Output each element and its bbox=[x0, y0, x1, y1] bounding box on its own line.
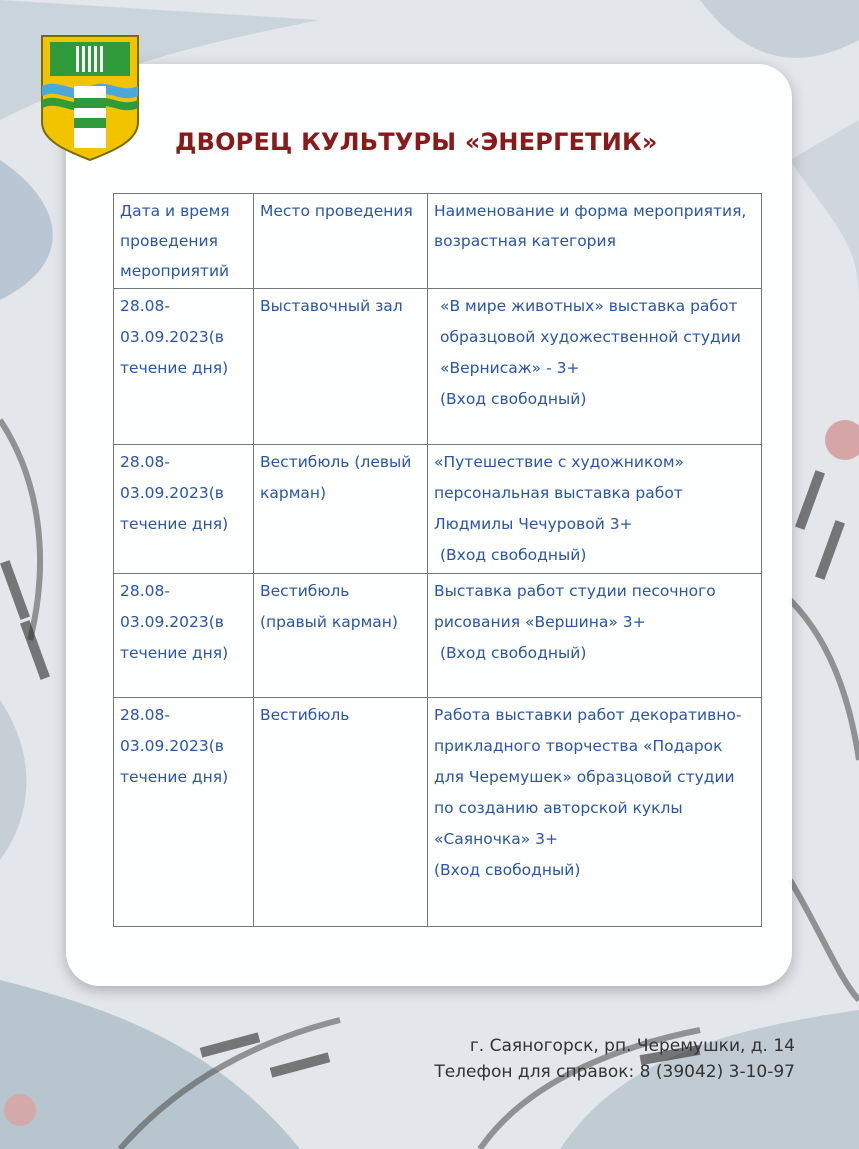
column-header-place: Место проведения bbox=[254, 194, 428, 289]
city-emblem-icon bbox=[40, 34, 140, 162]
event-description: «В мире животных» выставка работ образцовой художественной студии «Вернисаж» - 3+ bbox=[440, 297, 741, 377]
page-title: ДВОРЕЦ КУЛЬТУРЫ «ЭНЕРГЕТИК» bbox=[175, 128, 658, 156]
event-name bbox=[428, 445, 762, 574]
table-row bbox=[114, 574, 762, 698]
event-entry-note: (Вход свободный) bbox=[440, 546, 587, 564]
event-place: Вестибюль (правый карман) bbox=[254, 574, 428, 698]
event-place: Вестибюль bbox=[254, 698, 428, 927]
event-date: 28.08-03.09.2023(в течение дня) bbox=[114, 698, 254, 927]
table-header-row bbox=[114, 194, 762, 289]
event-date: 28.08-03.09.2023(в течение дня) bbox=[114, 574, 254, 698]
event-description: «Путешествие с художником» персональная выставка работ Людмилы Чечуровой 3+ bbox=[434, 453, 685, 533]
event-name bbox=[428, 574, 762, 698]
event-place: Вестибюль (левый карман) bbox=[254, 445, 428, 574]
column-header-name: Наименование и форма мероприятия, возрастная категория bbox=[428, 194, 762, 289]
event-date: 28.08-03.09.2023(в течение дня) bbox=[114, 289, 254, 445]
event-entry-note: (Вход свободный) bbox=[440, 644, 587, 662]
table-row bbox=[114, 445, 762, 574]
event-entry-note: (Вход свободный) bbox=[434, 861, 581, 879]
event-name bbox=[428, 289, 762, 445]
events-table bbox=[113, 193, 762, 927]
table-row bbox=[114, 698, 762, 927]
event-entry-note: (Вход свободный) bbox=[440, 390, 587, 408]
event-place: Выставочный зал bbox=[254, 289, 428, 445]
address-text: г. Саяногорск, рп. Черемушки, д. 14 bbox=[469, 1036, 795, 1056]
phone-text: Телефон для справок: 8 (39042) 3-10-97 bbox=[434, 1062, 795, 1082]
table-row bbox=[114, 289, 762, 445]
column-header-date: Дата и время проведения мероприятий bbox=[114, 194, 254, 289]
event-description: Выставка работ студии песочного рисования «Вершина» 3+ bbox=[434, 582, 716, 631]
event-date: 28.08-03.09.2023(в течение дня) bbox=[114, 445, 254, 574]
event-name bbox=[428, 698, 762, 927]
event-description: Работа выставки работ декоративно-прикладного творчества «Подарок для Черемушек» образцовой студии по созданию авторской куклы «Саяночка» 3+ bbox=[434, 706, 742, 848]
contact-footer bbox=[434, 1033, 795, 1085]
